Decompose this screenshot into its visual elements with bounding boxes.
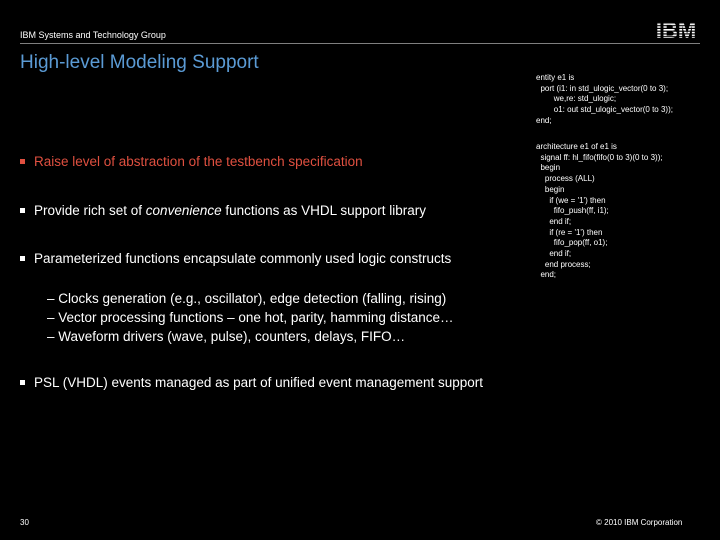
bullet-convenience-post: functions as VHDL support library xyxy=(221,203,426,218)
bullet-square-icon xyxy=(20,256,25,261)
header-group-label: IBM Systems and Technology Group xyxy=(20,30,166,40)
code-architecture-line: begin xyxy=(536,184,565,194)
code-entity-line: port (i1: in std_ulogic_vector(0 to 3); xyxy=(536,83,669,93)
code-architecture-line: architecture e1 of e1 is xyxy=(536,142,617,151)
sub-bullet-vector: – Vector processing functions – one hot, parity, hamming distance… xyxy=(47,310,454,325)
sub-bullet-clocks: – Clocks generation (e.g., oscillator), edge detection (falling, rising) xyxy=(47,291,447,306)
code-architecture-block xyxy=(536,142,663,281)
bullet-abstraction xyxy=(20,154,363,169)
code-architecture-line: end process; xyxy=(536,259,591,269)
code-architecture-line: fifo_push(ff, i1); xyxy=(536,206,609,216)
ibm-logo xyxy=(652,18,700,40)
code-entity-block xyxy=(536,73,673,127)
bullet-convenience-emphasis: convenience xyxy=(145,203,222,218)
code-architecture-line: signal ff: hl_fifo(fifo(0 to 3)(0 to 3)); xyxy=(536,152,663,162)
bullet-square-icon xyxy=(20,159,25,164)
code-architecture-line: process (ALL) xyxy=(536,174,595,184)
bullet-convenience-pre: Provide rich set of xyxy=(34,203,146,218)
page-number: 30 xyxy=(20,518,29,527)
page-title: High-level Modeling Support xyxy=(20,52,259,73)
code-entity-line: we,re: std_ulogic; xyxy=(536,94,617,104)
code-architecture-line: end if; xyxy=(536,249,572,259)
bullet-psl-events-text: PSL (VHDL) events managed as part of unified event management support xyxy=(34,375,484,390)
bullet-psl-events xyxy=(20,375,483,390)
code-entity-line: entity e1 is xyxy=(536,73,575,82)
code-architecture-line: end; xyxy=(536,270,557,280)
header-divider xyxy=(20,43,700,44)
bullet-parameterized-text: Parameterized functions encapsulate commonly used logic constructs xyxy=(34,251,452,266)
bullet-parameterized xyxy=(20,251,451,266)
code-architecture-line: if (re = '1') then xyxy=(536,227,603,237)
code-entity-line: o1: out std_ulogic_vector(0 to 3)); xyxy=(536,105,673,115)
bullet-square-icon xyxy=(20,208,25,213)
code-entity-line: end; xyxy=(536,115,552,125)
code-architecture-line: if (we = '1') then xyxy=(536,195,606,205)
code-architecture-line: fifo_pop(ff, o1); xyxy=(536,238,608,248)
bullet-convenience xyxy=(20,203,426,218)
code-architecture-line: begin xyxy=(536,163,561,173)
code-architecture-line: end if; xyxy=(536,216,572,226)
copyright-notice: © 2010 IBM Corporation xyxy=(596,518,683,527)
bullet-abstraction-text: Raise level of abstraction of the testbench specification xyxy=(34,154,363,169)
sub-bullet-waveform: – Waveform drivers (wave, pulse), counters, delays, FIFO… xyxy=(47,329,406,344)
bullet-square-icon xyxy=(20,380,25,385)
